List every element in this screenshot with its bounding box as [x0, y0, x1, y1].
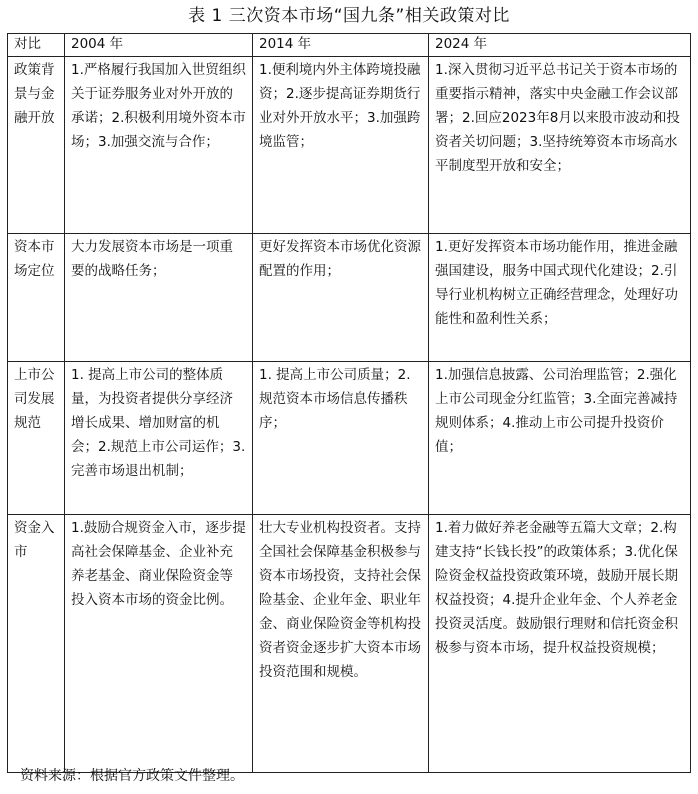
table-title: 表 1 三次资本市场“国九条”相关政策对比: [188, 6, 510, 26]
cell-2014: 1. 提高上市公司质量；2.规范资本市场信息传播秩序；: [253, 362, 429, 515]
cell-2004: 大力发展资本市场是一项重要的战略任务；: [65, 234, 253, 362]
cell-2004: 1.鼓励合规资金入市，逐步提高社会保障基金、企业补充养老基金、商业保险资金等投入资本市场的资金比例。: [65, 515, 253, 773]
cell-2004: 1.严格履行我国加入世贸组织关于证券服务业对外开放的承诺；2.积极利用境外资本市场；3.加强交流与合作；: [65, 57, 253, 234]
header-2014: 2014 年: [253, 34, 429, 57]
cell-2014: 更好发挥资本市场优化资源配置的作用；: [253, 234, 429, 362]
cell-2004: 1. 提高上市公司的整体质量，为投资者提供分享经济增长成果、增加财富的机会；2.规范上市公司运作；3. 完善市场退出机制；: [65, 362, 253, 515]
row-label-policy-background: 政策背景与金融开放: [8, 57, 65, 234]
cell-2014: 1.便利境内外主体跨境投融资；2.逐步提高证券期货行业对外开放水平；3.加强跨境监管；: [253, 57, 429, 234]
header-2024: 2024 年: [429, 34, 691, 57]
row-label-market-positioning: 资本市场定位: [8, 234, 65, 362]
header-compare: 对比: [8, 34, 65, 57]
cell-2014: 壮大专业机构投资者。支持全国社会保障基金积极参与资本市场投资，支持社会保险基金、企业年金、职业年金、商业保险资金等机构投资者资金逐步扩大资本市场投资范围和规模。: [253, 515, 429, 773]
cell-2024: 1.深入贯彻习近平总书记关于资本市场的重要指示精神，落实中央金融工作会议部署；2.回应2023年8月以来股市波动和投资者关切问题；3.坚持统筹资本市场高水平制度型开放和安全；: [429, 57, 691, 234]
table-row: [8, 234, 691, 362]
cell-2024: 1.加强信息披露、公司治理监管；2.强化上市公司现金分红监管；3.全面完善减持规则体系；4.推动上市公司提升投资价值；: [429, 362, 691, 515]
header-2004: 2004 年: [65, 34, 253, 57]
table-row: [8, 515, 691, 773]
row-label-listed-companies: 上市公司发展规范: [8, 362, 65, 515]
row-label-capital-inflow: 资金入市: [8, 515, 65, 773]
table-row: [8, 362, 691, 515]
cell-2024: 1.更好发挥资本市场功能作用，推进金融强国建设，服务中国式现代化建设；2.引导行业机构树立正确经营理念，处理好功能性和盈利性关系；: [429, 234, 691, 362]
cell-2024: 1.着力做好养老金融等五篇大文章；2.构建支持“长钱长投”的政策体系；3.优化保险资金权益投资政策环境，鼓励开展长期权益投资；4.提升企业年金、个人养老金投资灵活度。鼓励银行理财和信托资金积极参与资本市场，提升权益投资规模；: [429, 515, 691, 773]
policy-comparison-table: [7, 33, 691, 773]
table-row: [8, 57, 691, 234]
header-row: [8, 34, 691, 57]
source-note: 资料来源：根据官方政策文件整理。: [20, 768, 244, 784]
